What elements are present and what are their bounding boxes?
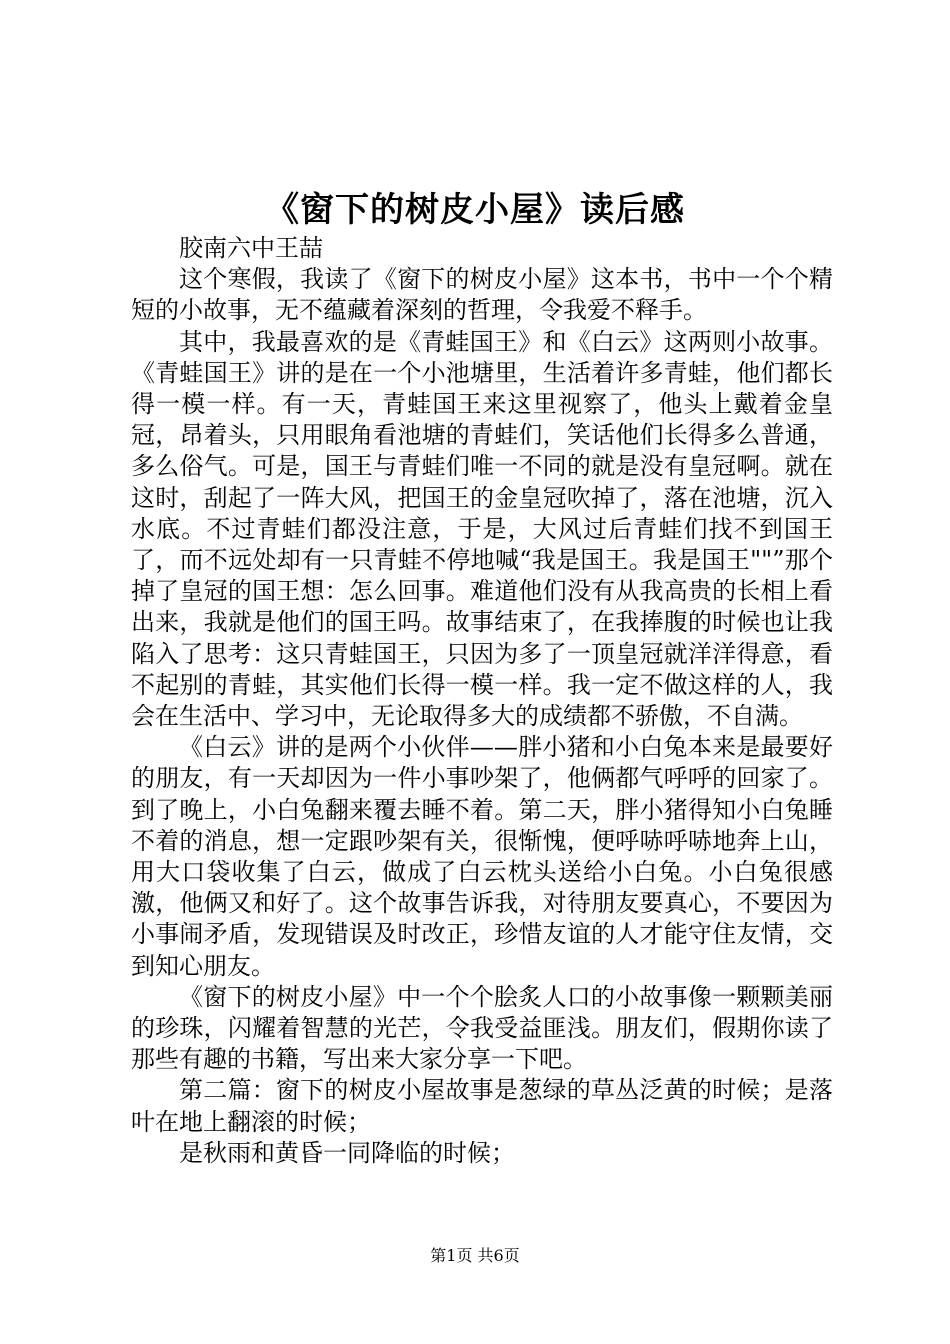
paragraph: 这个寒假，我读了《窗下的树皮小屋》这本书，书中一个个精短的小故事，无不蕴藏着深刻的哲理，令我爱不释手。 — [131, 265, 833, 325]
document-body — [131, 233, 833, 1169]
paragraph: 是秋雨和黄昏一同降临的时候； — [179, 1138, 515, 1167]
paragraph: 第二篇：窗下的树皮小屋故事是葱绿的草丛泛黄的时候；是落叶在地上翻滚的时候； — [131, 1076, 833, 1136]
page-footer: 第1页 共6页 — [430, 1246, 520, 1265]
document-title: 《窗下的树皮小屋》读后感 — [265, 190, 685, 230]
author-line: 胶南六中王喆 — [179, 234, 323, 262]
paragraph: 《白云》讲的是两个小伙伴——胖小猪和小白兔本来是最要好的朋友，有一天却因为一件小事吵架了，他俩都气呼呼的回家了。到了晚上，小白兔翻来覆去睡不着。第二天，胖小猪得知小白兔睡不着的消息，想一定跟吵架有关，很惭愧，便呼哧呼哧地奔上山，用大口袋收集了白云，做成了白云枕头送给小白兔。小白兔很感激，他俩又和好了。这个故事告诉我，对待朋友要真心，不要因为小事闹矛盾，发现错误及时改正，珍惜友谊的人才能守住友情，交到知心朋友。 — [131, 733, 833, 980]
paragraph: 其中，我最喜欢的是《青蛙国王》和《白云》这两则小故事。《青蛙国王》讲的是在一个小池塘里，生活着许多青蛙，他们都长得一模一样。有一天，青蛙国王来这里视察了，他头上戴着金皇冠，昂着头，只用眼角看池塘的青蛙们，笑话他们长得多么普通，多么俗气。可是，国王与青蛙们唯一不同的就是没有皇冠啊。就在这时，刮起了一阵大风，把国王的金皇冠吹掉了，落在池塘，沉入水底。不过青蛙们都没注意，于是，大风过后青蛙们找不到国王了，而不远处却有一只青蛙不停地喊“我是国王。我是国王""”那个掉了皇冠的国王想：怎么回事。难道他们没有从我高贵的长相上看出来，我就是他们的国王吗。故事结束了，在我捧腹的时候也让我陷入了思考：这只青蛙国王，只因为多了一顶皇冠就洋洋得意，看不起别的青蛙，其实他们长得一模一样。我一定不做这样的人，我会在生活中、学习中，无论取得多大的成绩都不骄傲，不自满。 — [131, 327, 833, 731]
paragraph: 《窗下的树皮小屋》中一个个脍炙人口的小故事像一颗颗美丽的珍珠，闪耀着智慧的光芒，令我受益匪浅。朋友们，假期你读了那些有趣的书籍，写出来大家分享一下吧。 — [131, 982, 833, 1074]
